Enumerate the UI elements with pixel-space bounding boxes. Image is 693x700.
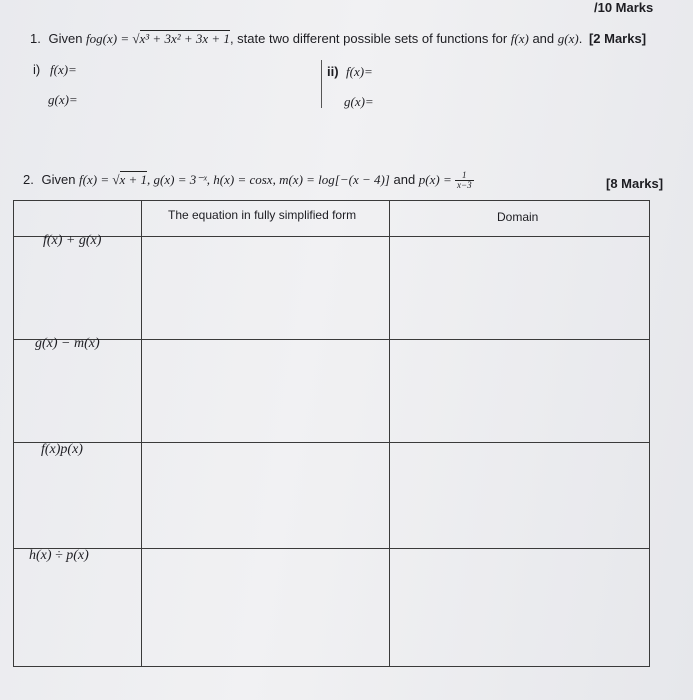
part-ii-g: g(x)= [344,94,374,109]
question-1-period: . [578,31,583,46]
sqrt-sign-icon: √ [132,31,140,46]
table-row-label: g(x) − m(x) [35,336,100,351]
answer-cell-equation[interactable] [142,237,389,339]
sqrt-sign-icon: √ [112,171,120,187]
table-row-label: f(x) + g(x) [43,233,102,248]
answer-table [13,200,650,668]
answer-cell-equation[interactable] [142,443,389,548]
question-2-marks: [8 Marks] [606,176,664,191]
question-2-and: and [389,171,419,187]
part-i-g: g(x)= [48,92,78,107]
table-border-top [13,200,650,201]
answer-cell-domain[interactable] [390,340,649,442]
fraction-denominator: x−3 [457,180,472,190]
answer-cell-equation[interactable] [142,549,389,666]
question-1-fx: f(x) [510,31,529,46]
table-border-right [649,200,650,667]
question-2 [23,171,474,190]
part-divider [321,60,322,108]
question-2-number: 2. [23,171,34,187]
answer-cell-domain[interactable] [390,443,649,548]
answer-cell-equation[interactable] [142,340,389,442]
question-2-f-lhs: f(x) = [79,171,113,187]
table-header-domain: Domain [497,210,539,224]
question-1-lhs: fog(x) = [86,31,133,46]
question-2-p-lhs: p(x) = [418,171,455,187]
part-i-f: f(x)= [50,62,77,77]
part-ii-label: ii) [327,64,339,79]
table-row-label: h(x) ÷ p(x) [29,548,89,563]
part-ii-f: f(x)= [346,64,373,79]
question-2-p-fraction [455,171,474,190]
question-1-gx: g(x) [557,31,579,46]
question-2-definitions: , g(x) = 3⁻ˣ, h(x) = cosx, m(x) = log[−(x − 4)] [147,171,390,187]
table-border-bottom [13,666,650,667]
answer-cell-domain[interactable] [390,237,649,339]
table-header-equation: The equation in fully simplified form [168,208,357,222]
question-1-suffix: , state two different possible sets of functions for [229,31,511,46]
question-1 [30,31,646,47]
table-row-label: f(x)p(x) [41,442,83,457]
question-1-prefix: Given [48,31,87,46]
question-1-and: and [528,31,558,46]
question-1-number: 1. [30,31,41,46]
fraction-numerator: 1 [455,171,474,181]
question-2-prefix: Given [41,171,80,187]
table-border-left [13,200,14,667]
question-1-marks: [2 Marks] [588,31,647,46]
question-2-f-radicand: x + 1 [119,171,148,187]
answer-cell-domain[interactable] [390,549,649,666]
part-i-label: i) [33,62,41,77]
question-1-radicand: x³ + 3x² + 3x + 1 [139,31,230,46]
total-marks: /10 Marks [594,0,654,15]
